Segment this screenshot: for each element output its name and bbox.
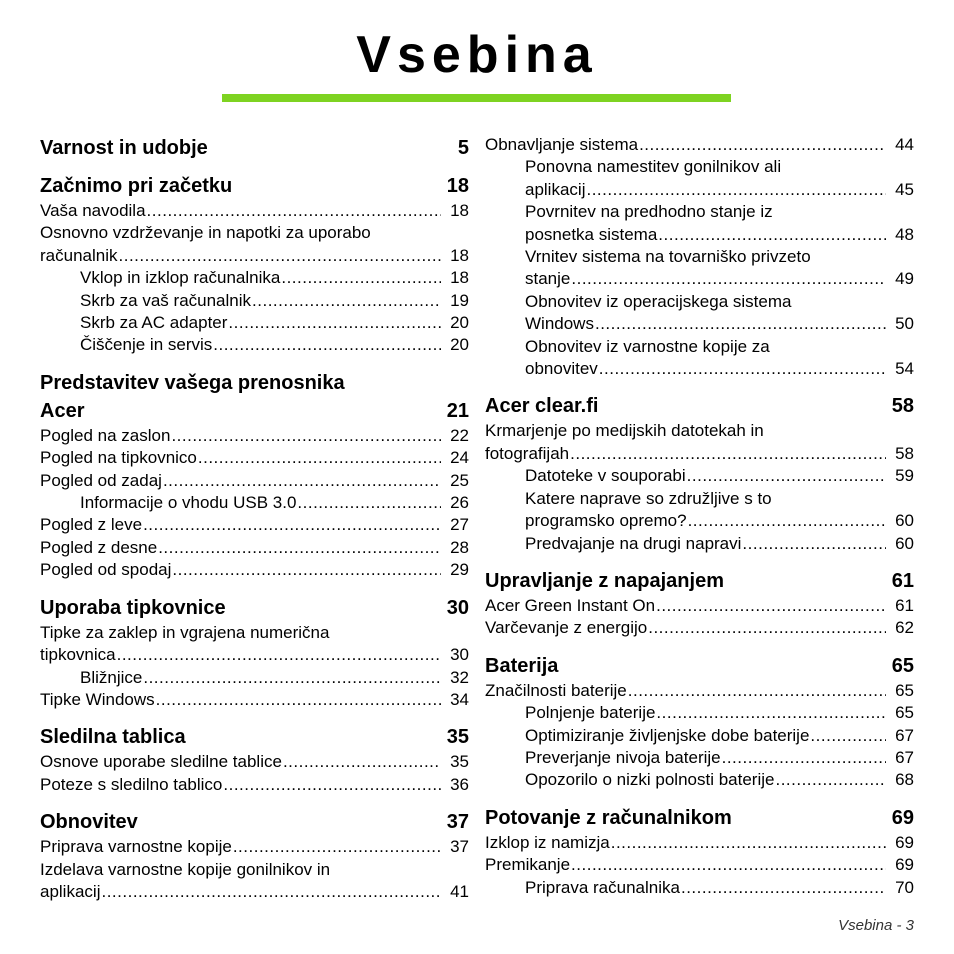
toc-entry[interactable] [40, 447, 469, 469]
entry-page-number: 67 [895, 725, 914, 745]
entry-page-number: 35 [450, 752, 469, 772]
entry-page-number: 62 [895, 618, 914, 638]
dot-leader [656, 702, 886, 724]
entry-title-line: Tipke za zaklep in vgrajena numerična [40, 622, 330, 642]
entry-title: Vaša navodila [40, 201, 146, 220]
entry-page-number: 48 [895, 224, 914, 244]
entry-page-number: 37 [450, 837, 469, 857]
dot-leader [297, 492, 441, 514]
dot-leader [571, 268, 886, 290]
section-title-line: Predstavitev vašega prenosnika [40, 371, 345, 394]
entry-row [40, 537, 469, 559]
toc-entry[interactable] [485, 156, 914, 201]
entry-page-number: 34 [450, 689, 469, 709]
entry-row [485, 680, 914, 702]
toc-section[interactable] [40, 596, 469, 620]
entry-row [485, 832, 914, 854]
entry-title: programsko opremo? [525, 511, 687, 531]
toc-section[interactable] [40, 136, 469, 160]
entry-title: Informacije o vhodu USB 3.0 [80, 493, 297, 513]
entry-row [80, 267, 469, 289]
entry-title: Priprava računalnika [525, 877, 680, 897]
toc-entry[interactable] [40, 774, 469, 796]
entry-page-number: 27 [450, 515, 469, 535]
entry-row [40, 200, 469, 222]
entry-page-number: 18 [450, 245, 469, 265]
entry-page-number: 61 [895, 595, 914, 615]
title-underline [222, 94, 731, 102]
entry-title: posnetka sistema [525, 224, 658, 244]
section-title: Baterija [485, 654, 559, 677]
entry-title: Pogled na tipkovnico [40, 448, 197, 468]
dot-leader [775, 769, 886, 791]
entry-title-line: Ponovna namestitev gonilnikov ali [525, 157, 782, 177]
dot-leader [570, 443, 886, 465]
entry-row [485, 595, 914, 617]
toc-entry[interactable] [485, 680, 914, 702]
entry-row [40, 514, 469, 536]
toc-section[interactable] [40, 369, 469, 425]
section-page-number: 5 [457, 137, 469, 159]
entry-title-line: Vrnitev sistema na tovarniško privzeto [525, 247, 811, 267]
entry-title: Skrb za AC adapter [80, 313, 228, 333]
entry-row [80, 492, 469, 514]
entry-row [525, 533, 914, 555]
entry-row [40, 559, 469, 581]
toc-column-right [485, 134, 914, 899]
entry-page-number: 19 [450, 290, 469, 310]
entry-title: Izklop iz namizja [485, 832, 610, 852]
entry-row [525, 179, 914, 201]
section-page-number: 37 [446, 811, 469, 834]
entry-row [525, 747, 914, 769]
entry-row [525, 769, 914, 791]
toc-entry[interactable] [485, 488, 914, 533]
toc-entry[interactable] [485, 420, 914, 465]
entry-row [40, 470, 469, 492]
entry-row [40, 447, 469, 469]
dot-leader [119, 245, 442, 267]
toc-entry[interactable] [40, 200, 469, 222]
section-title: Sledilna tablica [40, 726, 186, 749]
section-title: Varnost in udobje [40, 137, 208, 159]
toc-entry[interactable] [485, 291, 914, 336]
entry-title: Pogled od spodaj [40, 560, 172, 580]
dot-leader [595, 313, 886, 335]
entry-page-number: 59 [895, 466, 914, 486]
section-row [40, 397, 469, 425]
toc-entry[interactable] [485, 595, 914, 617]
toc-entry[interactable] [485, 702, 914, 724]
toc-entry[interactable] [40, 667, 469, 689]
toc-entry[interactable] [485, 617, 914, 639]
entry-title: Priprava varnostne kopije [40, 837, 232, 857]
entry-title-line: Povrnitev na predhodno stanje iz [525, 202, 773, 222]
dot-leader [681, 877, 886, 899]
toc-entry[interactable] [40, 689, 469, 711]
dot-leader [156, 689, 441, 711]
entry-title: Skrb za vaš računalnik [80, 290, 252, 310]
entry-page-number: 20 [450, 335, 469, 355]
dot-leader [143, 514, 441, 536]
section-title: Upravljanje z napajanjem [485, 569, 724, 592]
dot-leader [163, 470, 441, 492]
section-page-number: 65 [891, 654, 914, 677]
toc-section[interactable] [485, 394, 914, 418]
toc-entry[interactable] [485, 832, 914, 854]
entry-title-line: Obnovitev iz varnostne kopije za [525, 336, 770, 356]
dot-leader [571, 854, 886, 876]
dot-leader [658, 224, 886, 246]
entry-title: Opozorilo o nizki polnosti baterije [525, 770, 775, 790]
toc-section[interactable] [40, 174, 469, 198]
dot-leader [599, 358, 886, 380]
dot-leader [158, 537, 441, 559]
toc-entry[interactable] [40, 514, 469, 536]
entry-page-number: 69 [895, 832, 914, 852]
entry-row [525, 313, 914, 335]
entry-page-number: 22 [450, 425, 469, 445]
toc-entry[interactable] [40, 290, 469, 312]
dot-leader [586, 179, 886, 201]
dot-leader [722, 747, 886, 769]
entry-title: Preverjanje nivoja baterije [525, 747, 721, 767]
dot-leader [198, 447, 441, 469]
entry-title-line: Krmarjenje po medijskih datotekah in [485, 421, 764, 441]
entry-title: Pogled z leve [40, 515, 143, 535]
entry-page-number: 45 [895, 179, 914, 199]
toc-entry[interactable] [485, 465, 914, 487]
entry-row [80, 334, 469, 356]
dot-leader [656, 595, 886, 617]
entry-title: stanje [525, 269, 571, 289]
entry-title: Tipke Windows [40, 689, 155, 709]
page-footer: Vsebina - 3 [838, 917, 914, 934]
dot-leader [228, 312, 441, 334]
section-title: Acer [40, 399, 85, 422]
toc-entry[interactable] [485, 747, 914, 769]
toc-entry[interactable] [485, 854, 914, 876]
entry-row [40, 751, 469, 773]
section-page-number: 58 [891, 395, 914, 418]
dot-leader [101, 881, 441, 903]
entry-title: Obnavljanje sistema [485, 135, 639, 154]
toc-entry[interactable] [40, 222, 469, 267]
toc-section[interactable] [485, 806, 914, 830]
entry-title: Vklop in izklop računalnika [80, 268, 281, 288]
dot-leader [283, 751, 441, 773]
entry-title: aplikacij [525, 179, 586, 199]
section-title: Obnovitev [40, 811, 138, 834]
section-page-number: 35 [446, 726, 469, 749]
entry-page-number: 26 [450, 493, 469, 513]
entry-page-number: 69 [895, 855, 914, 875]
dot-leader [687, 465, 886, 487]
dot-leader [742, 533, 886, 555]
section-title: Acer clear.fi [485, 395, 599, 418]
dot-leader [648, 617, 886, 639]
toc-entry[interactable] [485, 246, 914, 291]
entry-page-number: 49 [895, 269, 914, 289]
entry-title: Pogled od zadaj [40, 470, 162, 490]
toc-entry[interactable] [485, 533, 914, 555]
dot-leader [171, 425, 441, 447]
entry-title: obnovitev [525, 359, 598, 379]
entry-title: računalnik [40, 245, 118, 265]
entry-page-number: 54 [895, 359, 914, 379]
entry-row [525, 725, 914, 747]
dot-leader [639, 134, 886, 156]
section-title: Uporaba tipkovnice [40, 596, 226, 619]
dot-leader [810, 725, 886, 747]
dot-leader [117, 644, 441, 666]
toc-entry[interactable] [485, 134, 914, 156]
entry-row [40, 689, 469, 711]
entry-title-line: Osnovno vzdrževanje in napotki za uporabo [40, 223, 371, 243]
toc-entry[interactable] [40, 470, 469, 492]
entry-row [40, 774, 469, 796]
entry-page-number: 65 [895, 703, 914, 723]
dot-leader [143, 667, 441, 689]
entry-row [40, 644, 469, 666]
toc-entry[interactable] [40, 751, 469, 773]
section-page-number: 61 [891, 569, 914, 592]
entry-title: Pogled na zaslon [40, 425, 171, 445]
entry-row [485, 134, 914, 156]
toc-entry[interactable] [40, 312, 469, 334]
dot-leader [611, 832, 886, 854]
section-title: Začnimo pri začetku [40, 175, 233, 197]
entry-row [40, 425, 469, 447]
toc-section[interactable] [40, 810, 469, 834]
section-title: Potovanje z računalnikom [485, 806, 732, 829]
entry-page-number: 67 [895, 747, 914, 767]
section-page-number: 69 [891, 806, 914, 829]
entry-title-line: Katere naprave so združljive s to [525, 488, 772, 508]
entry-row [80, 667, 469, 689]
toc-entry[interactable] [485, 725, 914, 747]
toc-section[interactable] [485, 654, 914, 678]
dot-leader [223, 774, 441, 796]
dot-leader [172, 559, 441, 581]
entry-page-number: 44 [895, 135, 914, 154]
entry-title: Bližnjice [80, 667, 143, 687]
entry-page-number: 65 [895, 680, 914, 700]
entry-page-number: 58 [895, 443, 914, 463]
entry-title: Osnove uporabe sledilne tablice [40, 752, 282, 772]
toc-entry[interactable] [485, 877, 914, 899]
entry-page-number: 30 [450, 645, 469, 665]
entry-row [485, 854, 914, 876]
dot-leader [252, 290, 441, 312]
entry-page-number: 60 [895, 511, 914, 531]
entry-title: Premikanje [485, 855, 571, 875]
entry-row [525, 465, 914, 487]
entry-page-number: 36 [450, 774, 469, 794]
entry-row [525, 358, 914, 380]
entry-row [80, 290, 469, 312]
dot-leader [688, 510, 886, 532]
entry-row [80, 312, 469, 334]
entry-page-number: 18 [450, 201, 469, 220]
toc-entry[interactable] [40, 559, 469, 581]
entry-row [525, 268, 914, 290]
entry-title: tipkovnica [40, 645, 116, 665]
entry-page-number: 25 [450, 470, 469, 490]
toc-entry[interactable] [40, 334, 469, 356]
page-title: Vsebina [356, 26, 598, 84]
toc-entry[interactable] [40, 859, 469, 904]
dot-leader [147, 200, 441, 222]
toc-section[interactable] [485, 569, 914, 593]
dot-leader [628, 680, 886, 702]
entry-page-number: 29 [450, 560, 469, 580]
entry-title: aplikacij [40, 881, 101, 901]
toc-entry[interactable] [40, 622, 469, 667]
entry-row [525, 224, 914, 246]
entry-row [40, 881, 469, 903]
toc-entry[interactable] [485, 336, 914, 381]
toc-entry[interactable] [40, 267, 469, 289]
entry-row [525, 877, 914, 899]
toc-entry[interactable] [40, 836, 469, 858]
entry-title: Datoteke v souporabi [525, 466, 686, 486]
section-page-number: 18 [446, 175, 469, 197]
entry-title: Polnjenje baterije [525, 703, 656, 723]
entry-page-number: 18 [450, 268, 469, 288]
toc-section[interactable] [40, 725, 469, 749]
entry-title: Acer Green Instant On [485, 595, 656, 615]
toc-column-left [40, 134, 469, 903]
dot-leader [213, 334, 441, 356]
entry-page-number: 24 [450, 448, 469, 468]
entry-title: Čiščenje in servis [80, 335, 213, 355]
entry-title: fotografijah [485, 443, 570, 463]
entry-page-number: 20 [450, 313, 469, 333]
entry-row [525, 510, 914, 532]
entry-title-line: Obnovitev iz operacijskega sistema [525, 291, 792, 311]
entry-title: Pogled z desne [40, 537, 158, 557]
entry-title: Predvajanje na drugi napravi [525, 533, 742, 553]
dot-leader [281, 267, 441, 289]
entry-page-number: 28 [450, 537, 469, 557]
toc-entry[interactable] [485, 201, 914, 246]
entry-title-line: Izdelava varnostne kopije gonilnikov in [40, 859, 331, 879]
entry-row [525, 702, 914, 724]
entry-page-number: 41 [450, 881, 469, 901]
dot-leader [233, 836, 441, 858]
entry-row [40, 836, 469, 858]
entry-page-number: 60 [895, 533, 914, 553]
section-page-number: 30 [446, 596, 469, 619]
entry-row [485, 617, 914, 639]
toc-entry[interactable] [40, 492, 469, 514]
toc-entry[interactable] [40, 537, 469, 559]
entry-page-number: 32 [450, 667, 469, 687]
entry-row [40, 245, 469, 267]
entry-title: Značilnosti baterije [485, 680, 627, 700]
entry-page-number: 70 [895, 877, 914, 897]
entry-title: Varčevanje z energijo [485, 618, 648, 638]
entry-title: Windows [525, 314, 594, 334]
entry-page-number: 68 [895, 770, 914, 790]
toc-entry[interactable] [485, 769, 914, 791]
entry-title: Optimiziranje življenjske dobe baterije [525, 725, 810, 745]
entry-row [485, 443, 914, 465]
toc-entry[interactable] [40, 425, 469, 447]
entry-title: Poteze s sledilno tablico [40, 774, 223, 794]
section-page-number: 21 [446, 399, 469, 422]
entry-page-number: 50 [895, 314, 914, 334]
